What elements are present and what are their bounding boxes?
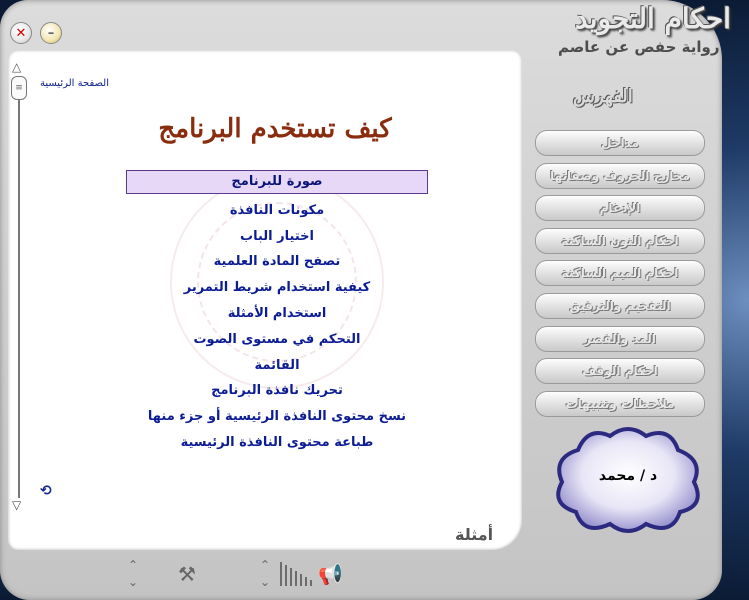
app-subtitle: رواية حفص عن عاصم [558, 38, 720, 56]
author-badge [548, 420, 708, 538]
page-up-icon[interactable]: ⌃ [128, 558, 139, 572]
close-icon: ✕ [15, 25, 27, 41]
nav-item-tafkheem[interactable]: التفخيم والترقيق [535, 293, 705, 319]
close-button[interactable] [10, 22, 32, 44]
scroll-track[interactable] [18, 100, 20, 498]
minimize-button[interactable] [40, 22, 62, 44]
menu-item-copy-content[interactable]: نسخ محتوى النافذة الرئيسية أو جزء منها [147, 409, 407, 425]
menu-item-program-image[interactable]: صورة للبرنامج [126, 170, 428, 194]
menu-item-menu[interactable]: القائمة [254, 357, 300, 373]
menu-item-move-window[interactable]: تحريك نافذة البرنامج [211, 383, 343, 399]
page-title: كيف تستخدم البرنامج [158, 114, 392, 144]
back-icon[interactable]: ⟲ [40, 483, 52, 499]
scroll-up-icon[interactable]: △ [12, 60, 22, 74]
tools-icon[interactable]: ⚒ [178, 562, 196, 586]
scroll-thumb[interactable]: ≡ [11, 76, 27, 100]
volume-up-icon[interactable]: ⌃ [260, 558, 271, 572]
scroll-down-icon[interactable]: ▽ [12, 498, 22, 512]
nav-item-waqf[interactable]: احكام الوقف [535, 358, 705, 384]
speaker-icon[interactable]: 📢 [318, 562, 343, 586]
menu-item-examples-usage[interactable]: استخدام الأمثلة [227, 305, 327, 321]
volume-down-icon[interactable]: ⌄ [260, 575, 271, 589]
menu-item-scrollbar-usage[interactable]: كيفية استخدام شريط التمرير [183, 280, 371, 296]
home-link[interactable]: الصفحة الرئيسية [40, 78, 109, 89]
menu-item-print-content[interactable]: طباعة محتوى النافذة الرئيسية [180, 434, 374, 450]
nav-item-introductions[interactable]: مداخل [535, 130, 705, 156]
menu-item-browse-material[interactable]: تصفح المادة العلمية [213, 254, 341, 270]
nav-item-madd[interactable]: المد والقصر [535, 326, 705, 352]
nav-item-noon-sakinah[interactable]: احكام النون الساكنة [535, 228, 705, 254]
menu-item-window-components[interactable]: مكونات النافذة [229, 202, 325, 218]
menu-item-choose-chapter[interactable]: اختيار الباب [240, 228, 314, 244]
nav-item-meem-sakinah[interactable]: احكام الميم الساكنة [535, 260, 705, 286]
author-name: د / محمد [598, 468, 658, 484]
app-title: احكام التجويد [575, 2, 731, 35]
volume-level[interactable] [280, 562, 316, 586]
menu-item-volume-control[interactable]: التحكم في مستوى الصوت [193, 331, 361, 347]
help-menu-list [126, 170, 428, 456]
examples-button[interactable]: أمثلة [455, 525, 494, 544]
nav-item-notes[interactable]: ملاحظات وتنبيهات [535, 391, 705, 417]
nav-item-idgham[interactable]: الإدغام [535, 195, 705, 221]
scrollbar[interactable] [10, 60, 28, 510]
minimize-icon: – [47, 25, 55, 41]
index-label: الفهرس [573, 86, 633, 107]
page-down-icon[interactable]: ⌄ [128, 575, 139, 589]
nav-item-letter-articulation[interactable]: مخارج الحروف وصفاتها [535, 163, 705, 189]
sidebar-nav [535, 130, 705, 423]
